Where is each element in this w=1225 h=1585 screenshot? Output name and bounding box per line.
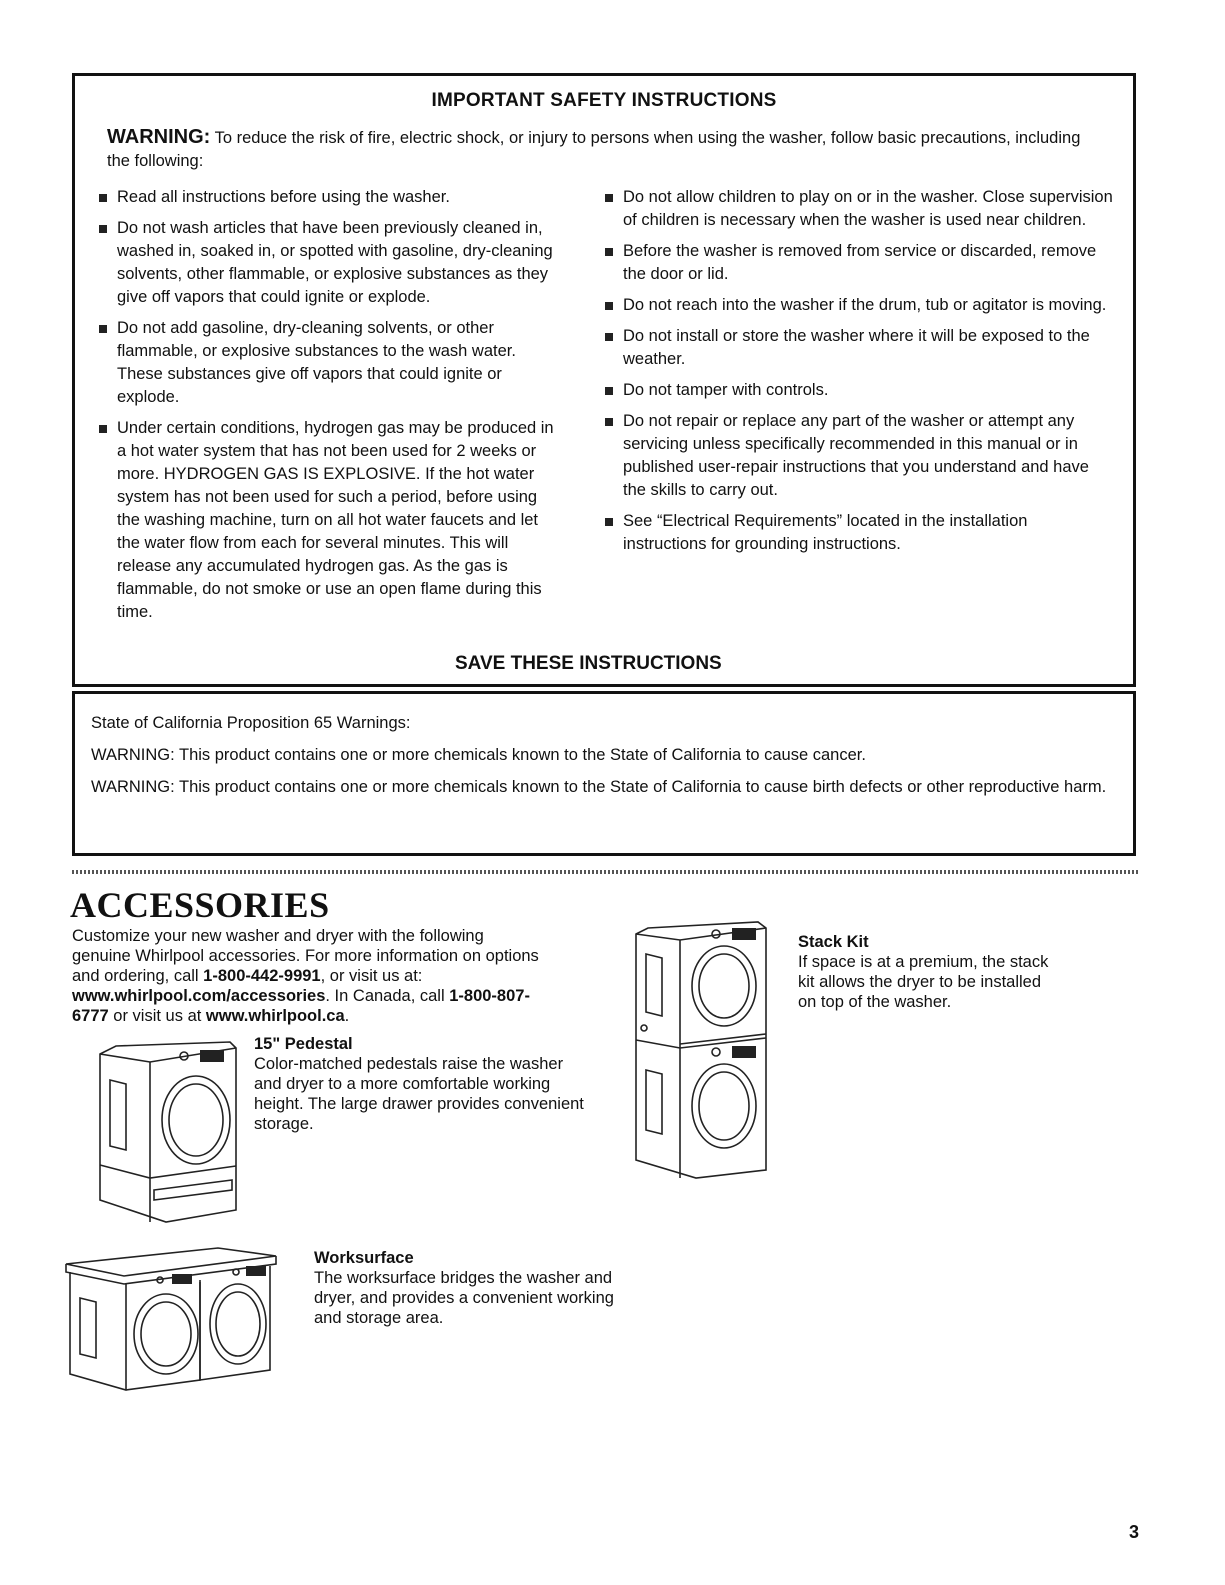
accessory-worksurface	[314, 1248, 614, 1328]
safety-item: Read all instructions before using the washer.	[87, 186, 557, 209]
worksurface-description: The worksurface bridges the washer and dryer, and provides a convenient working and storage area.	[314, 1269, 614, 1327]
bullet-square-icon	[99, 425, 107, 433]
url-us: www.whirlpool.com/accessories	[72, 987, 326, 1005]
prop65-heading: State of California Proposition 65 Warnings:	[91, 714, 411, 732]
safety-instructions-box	[72, 73, 1136, 687]
bullet-square-icon	[605, 387, 613, 395]
safety-item: Do not wash articles that have been previously cleaned in, washed in, soaked in, or spotted with gasoline, dry-cleaning solvents, other flammable, or explosive substances as they give off vapors that could ignite or explode.	[87, 217, 557, 309]
bullet-square-icon	[99, 194, 107, 202]
safety-left-column	[87, 186, 557, 632]
safety-item: Before the washer is removed from service or discarded, remove the door or lid.	[593, 240, 1113, 286]
prop65-warning-birth-defects: WARNING: This product contains one or more chemicals known to the State of California to cause birth defects or other reproductive harm.	[91, 778, 1107, 796]
safety-item: Under certain conditions, hydrogen gas may be produced in a hot water system that has not been used for 2 weeks or more. HYDROGEN GAS IS EXPLOSIVE. If the hot water system has not been used for such a period, before using the washing machine, turn on all hot water faucets and let the water flow from each for several minutes. This will release any accumulated hydrogen gas. As the gas is flammable, do not smoke or use an open flame during this time.	[87, 417, 557, 624]
safety-item: Do not allow children to play on or in the washer. Close supervision of children is necessary when the washer is used near children.	[593, 186, 1113, 232]
safety-item: Do not repair or replace any part of the washer or attempt any servicing unless specifically recommended in this manual or in published user-repair instructions that you understand and have the skills to carry out.	[593, 410, 1113, 502]
page-number: 3	[1128, 1522, 1139, 1542]
accessory-stack-kit	[798, 932, 1058, 1012]
accessories-intro: Customize your new washer and dryer with the following genuine Whirlpool accessories. For more information on options and ordering, call 1-800-442-9991, or visit us at: www.whirlpool.com/accessories. In Canada, call 1-800-807-6777 or visit us at www.whirlpool.ca.	[72, 927, 539, 1025]
safety-item: Do not tamper with controls.	[593, 379, 1113, 402]
pedestal-description: Color-matched pedestals raise the washer and dryer to a more comfortable working height. The large drawer provides convenient storage.	[254, 1055, 584, 1133]
bullet-square-icon	[605, 418, 613, 426]
bullet-square-icon	[605, 333, 613, 341]
stack-kit-description: If space is at a premium, the stack kit allows the dryer to be installed on top of the washer.	[798, 953, 1049, 1011]
stack-kit-illustration	[630, 920, 772, 1180]
safety-item: Do not add gasoline, dry-cleaning solvents, or other flammable, or explosive substances to the wash water. These substances give off vapors that could ignite or explode.	[87, 317, 557, 409]
bullet-square-icon	[99, 325, 107, 333]
safety-title: IMPORTANT SAFETY INSTRUCTIONS	[431, 90, 777, 111]
bullet-square-icon	[99, 225, 107, 233]
accessories-title: ACCESSORIES	[70, 885, 330, 925]
warning-label: WARNING:	[107, 126, 211, 148]
safety-item: See “Electrical Requirements” located in the installation instructions for grounding instructions.	[593, 510, 1113, 556]
warning-text: To reduce the risk of fire, electric shock, or injury to persons when using the washer, follow basic precautions, including the following:	[107, 129, 1081, 170]
bullet-square-icon	[605, 248, 613, 256]
section-divider	[72, 870, 1138, 874]
url-ca: www.whirlpool.ca	[205, 1007, 345, 1025]
safety-item: Do not install or store the washer where it will be exposed to the weather.	[593, 325, 1113, 371]
bullet-square-icon	[605, 194, 613, 202]
bullet-square-icon	[605, 518, 613, 526]
phone-us: 1-800-442-9991	[203, 967, 321, 985]
pedestal-washer-illustration	[88, 1040, 238, 1225]
safety-right-column	[593, 186, 1113, 564]
prop65-warning-cancer: WARNING: This product contains one or more chemicals known to the State of California to cause cancer.	[91, 746, 866, 764]
warning-intro	[107, 126, 1103, 173]
safety-item: Do not reach into the washer if the drum, tub or agitator is moving.	[593, 294, 1113, 317]
worksurface-illustration	[58, 1242, 283, 1392]
save-instructions-title: SAVE THESE INSTRUCTIONS	[455, 653, 722, 674]
prop65-box	[72, 691, 1136, 856]
phone-ca: 1-800-807-6777	[72, 987, 530, 1025]
stack-kit-name: Stack Kit	[798, 933, 869, 951]
bullet-square-icon	[605, 302, 613, 310]
accessory-pedestal	[254, 1034, 584, 1134]
pedestal-name: 15" Pedestal	[254, 1035, 353, 1053]
worksurface-name: Worksurface	[314, 1249, 414, 1267]
